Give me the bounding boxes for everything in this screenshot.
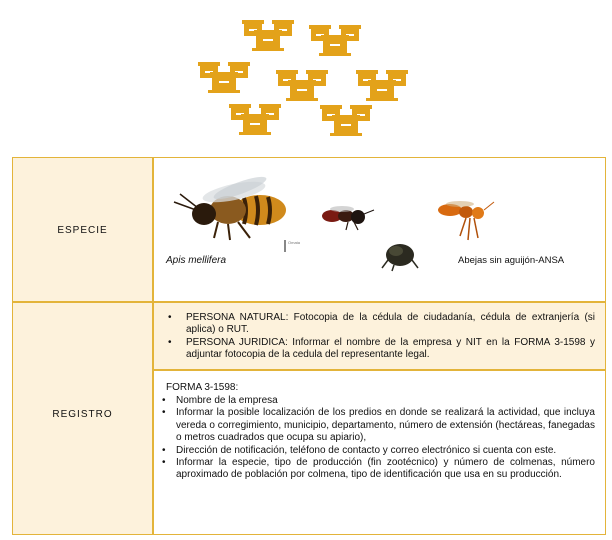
registro-label-cell	[12, 302, 153, 535]
registro-label: REGISTRO	[52, 409, 113, 420]
list-item: • Informar la especie, tipo de producción (fin zootécnico) y número de colmenas, número aproximado de población por colmena, tipo de identificación que usa en su producción.	[154, 457, 595, 482]
especie-images-cell	[153, 157, 606, 302]
ansa-caption: Abejas sin aguijón-ANSA	[458, 255, 565, 266]
beehive-icon	[227, 102, 283, 136]
omata-logo: Omata	[284, 240, 308, 252]
honeybee-image	[168, 174, 292, 244]
persona-requirements-cell	[153, 302, 606, 370]
beehive-icon	[274, 68, 330, 102]
beehive-icon	[240, 18, 296, 52]
list-item: • PERSONA JURIDICA: Informar el nombre de la empresa y NIT en la FORMA 3-1598 y adjuntar fotocopia de la cedula del representante legal.	[160, 337, 595, 362]
beehive-icon-group	[0, 0, 612, 150]
wasp-image	[436, 196, 496, 244]
registration-table	[12, 157, 606, 535]
persona-list	[160, 312, 595, 362]
forma-title: FORMA 3-1598:	[166, 382, 239, 393]
forma-requirements-cell	[153, 370, 606, 535]
forma-list	[154, 395, 595, 482]
list-item: • Nombre de la empresa	[154, 395, 595, 407]
stingless-bee-image	[318, 202, 378, 232]
list-item: • PERSONA NATURAL: Fotocopia de la cédula de ciudadanía, cédula de extranjería (si aplica) o RUT.	[160, 312, 595, 337]
beehive-icon	[196, 60, 252, 94]
list-item: • Dirección de notificación, teléfono de contacto y correo electrónico si cuenta con este.	[154, 445, 595, 457]
list-item: • Informar la posible localización de los predios en donde se realizará la actividad, que incluya vereda o corregimiento, municipio, departamento, número de extensión (hectáreas, fanegadas o metros cuadrados que ocupa su apiario),	[154, 407, 595, 444]
apis-mellifera-caption: Apis mellifera	[166, 255, 227, 266]
beehive-icon	[354, 68, 410, 102]
especie-label: ESPECIE	[57, 225, 108, 236]
beehive-icon	[307, 23, 363, 57]
beetle-image	[380, 238, 420, 272]
especie-label-cell	[12, 157, 153, 302]
beehive-icon	[318, 103, 374, 137]
